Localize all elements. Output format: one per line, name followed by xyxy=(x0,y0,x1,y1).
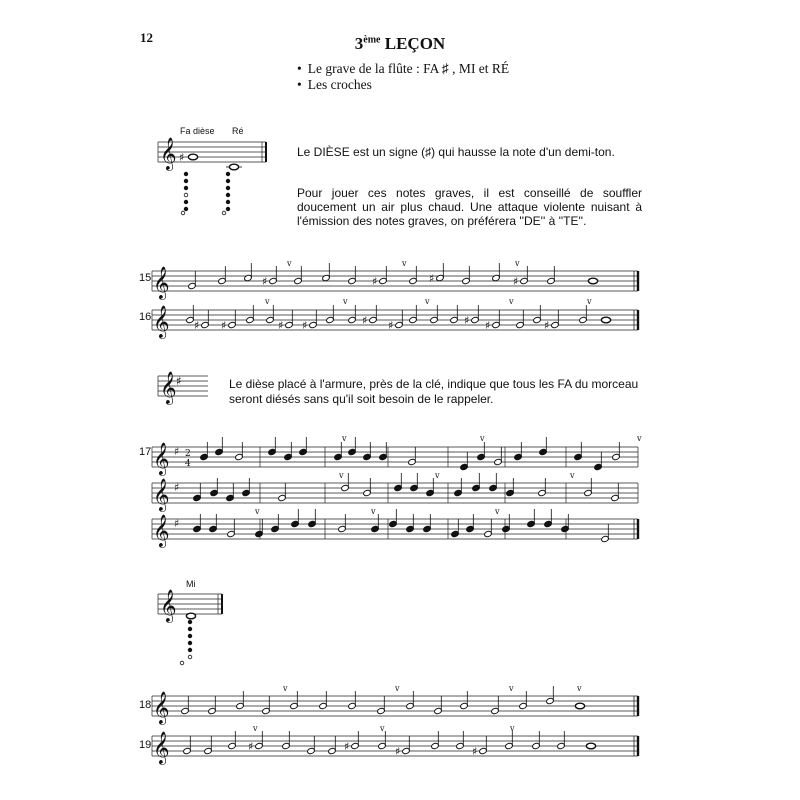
fingering-hole xyxy=(188,641,192,645)
fingering-hole xyxy=(226,179,230,183)
whole-note xyxy=(229,164,238,170)
fingering-hole xyxy=(188,634,192,638)
breath-mark-icon: v xyxy=(339,471,344,480)
sharp-sign-icon: ♯ xyxy=(472,745,478,758)
fingering-hole xyxy=(180,661,184,665)
fingering-hole xyxy=(184,179,188,183)
time-sig-bottom: 4 xyxy=(185,459,191,469)
breath-mark-icon: v xyxy=(570,471,575,480)
breath-mark-icon: v xyxy=(253,724,258,733)
whole-note xyxy=(186,613,195,619)
sharp-sign-icon: ♯ xyxy=(278,319,284,332)
breath-mark-icon: v xyxy=(343,297,348,306)
exercise-number-16: 16 xyxy=(139,311,152,323)
fingering-label-mi: Mi xyxy=(186,579,196,589)
fingering-hole xyxy=(184,207,188,211)
treble-clef-icon: 𝄞 xyxy=(153,731,170,764)
fingering-hole xyxy=(181,211,185,215)
breath-mark-icon: v xyxy=(395,684,400,693)
breath-mark-icon: v xyxy=(435,471,440,480)
whole-note xyxy=(588,278,597,284)
treble-clef-icon: 𝄞 xyxy=(160,371,177,404)
advice-paragraph: Pour jouer ces notes graves, il est conseillé de souffler doucement un air plus chaud. Une attaque violente nuisant à l'émission des notes graves, on préférera ''DE'' à ''TE''. xyxy=(297,186,642,228)
whole-note xyxy=(586,743,595,749)
whole-note xyxy=(188,154,197,160)
sharp-sign-icon: ♯ xyxy=(388,319,394,332)
fingering-hole xyxy=(188,620,192,624)
diese-definition: Le DIÈSE est un signe (♯) qui hausse la note d'un demi-ton. xyxy=(297,145,615,159)
title-number: 3 xyxy=(354,34,364,53)
exercise-number-17: 17 xyxy=(139,446,152,458)
sharp-sign-icon: ♯ xyxy=(302,319,308,332)
page-number: 12 xyxy=(140,30,153,45)
whole-note xyxy=(601,317,610,323)
fingering-hole xyxy=(184,186,188,190)
sharp-sign-icon: ♯ xyxy=(372,275,378,288)
fingering-hole xyxy=(226,207,230,211)
fingering-hole xyxy=(184,200,188,204)
breath-mark-icon: v xyxy=(587,297,592,306)
breath-mark-icon: v xyxy=(380,724,385,733)
breath-mark-icon: v xyxy=(515,259,520,268)
breath-mark-icon: v xyxy=(495,507,500,516)
sharp-sign-icon: ♯ xyxy=(248,740,254,753)
fingering-hole xyxy=(226,200,230,204)
sharp-sign-icon: ♯ xyxy=(362,314,368,327)
bullet-item: • Les croches xyxy=(297,77,509,93)
armure-paragraph: Le dièse placé à l'armure, près de la clé, indique que tous les FA du morceau seront diésés sans qu'il soit besoin de le rappeler. xyxy=(229,377,639,406)
treble-clef-icon: 𝄞 xyxy=(153,691,170,724)
sharp-sign-icon: ♯ xyxy=(429,272,435,285)
breath-mark-icon: v xyxy=(425,297,430,306)
sharp-sign-icon: ♯ xyxy=(513,275,519,288)
fingering-hole xyxy=(188,648,192,652)
fingering-hole xyxy=(226,193,230,197)
sharp-sign-icon: ♯ xyxy=(262,275,268,288)
fingering-hole xyxy=(226,172,230,176)
breath-mark-icon: v xyxy=(480,434,485,443)
breath-mark-icon: v xyxy=(283,684,288,693)
treble-clef-icon: 𝄞 xyxy=(153,266,170,299)
fingering-label-re: Ré xyxy=(232,126,244,136)
breath-mark-icon: v xyxy=(265,297,270,306)
sharp-sign-icon: ♯ xyxy=(485,319,491,332)
breath-mark-icon: v xyxy=(637,434,642,443)
breath-mark-icon: v xyxy=(287,259,292,268)
key-signature-sharp-icon: ♯ xyxy=(174,445,180,458)
exercise-number-18: 18 xyxy=(139,699,152,711)
treble-clef-icon: 𝄞 xyxy=(153,305,170,338)
treble-clef-icon: 𝄞 xyxy=(160,137,177,170)
time-sig-top: 2 xyxy=(185,449,191,459)
sharp-sign-icon: ♯ xyxy=(221,319,227,332)
breath-mark-icon: v xyxy=(509,297,514,306)
fingering-label-fa-diese: Fa dièse xyxy=(180,126,215,136)
key-signature-sharp-icon: ♯ xyxy=(174,517,180,530)
fingering-hole xyxy=(184,193,188,197)
exercise-number-19: 19 xyxy=(139,739,152,751)
sharp-sign-icon: ♯ xyxy=(464,314,470,327)
fingering-hole xyxy=(188,627,192,631)
exercise-number-15: 15 xyxy=(139,272,152,284)
breath-mark-icon: v xyxy=(342,434,347,443)
sharp-sign-icon: ♯ xyxy=(344,740,350,753)
whole-note xyxy=(575,703,584,709)
breath-mark-icon: v xyxy=(255,507,260,516)
breath-mark-icon: v xyxy=(577,684,582,693)
title-ordinal: ème xyxy=(363,34,381,46)
fingering-hole xyxy=(222,211,226,215)
treble-clef-icon: 𝄞 xyxy=(153,442,170,475)
breath-mark-icon: v xyxy=(509,684,514,693)
title-text: LEÇON xyxy=(380,34,446,53)
breath-mark-icon: v xyxy=(371,507,376,516)
fingering-hole xyxy=(188,655,192,659)
breath-mark-icon: v xyxy=(402,259,407,268)
sharp-sign-icon: ♯ xyxy=(395,745,401,758)
fingering-hole xyxy=(184,172,188,176)
fingering-hole xyxy=(226,186,230,190)
bullet-item: • Le grave de la flûte : FA ♯ , MI et RÉ xyxy=(297,61,509,77)
treble-clef-icon: 𝄞 xyxy=(153,514,170,547)
treble-clef-icon: 𝄞 xyxy=(160,589,177,622)
sharp-sign-icon: ♯ xyxy=(179,151,185,164)
breath-mark-icon: v xyxy=(510,724,515,733)
sharp-sign-icon: ♯ xyxy=(544,319,550,332)
key-signature-sharp-icon: ♯ xyxy=(176,374,182,388)
treble-clef-icon: 𝄞 xyxy=(153,478,170,511)
sharp-sign-icon: ♯ xyxy=(194,319,200,332)
key-signature-sharp-icon: ♯ xyxy=(174,481,180,494)
